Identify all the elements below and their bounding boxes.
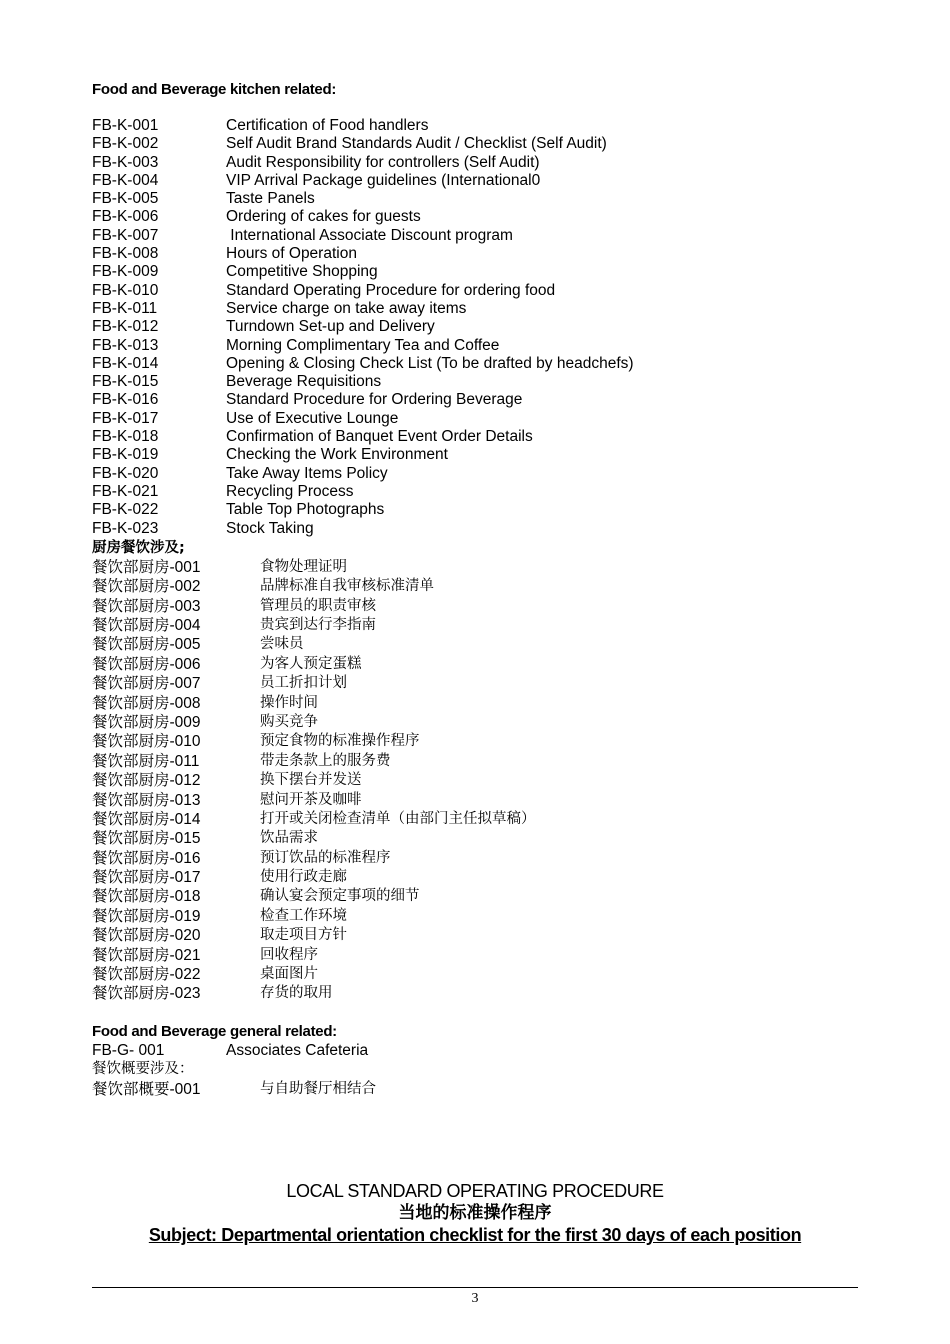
item-code: FB-K-016 xyxy=(92,391,159,409)
item-code: FB-K-018 xyxy=(92,428,159,446)
item-title: Certification of Food handlers xyxy=(226,117,429,134)
item-title: Ordering of cakes for guests xyxy=(226,208,421,226)
list-item xyxy=(92,829,858,848)
list-item xyxy=(92,428,858,446)
list-item xyxy=(92,984,858,1003)
list-item xyxy=(92,501,858,519)
item-title: 桌面图片 xyxy=(260,966,318,983)
item-title: Recycling Process xyxy=(226,482,354,500)
item-code: FB-K-013 xyxy=(92,336,159,354)
item-code: 餐饮部厨房-008 xyxy=(92,694,201,712)
list-item xyxy=(92,135,858,153)
list-item xyxy=(92,227,858,245)
item-title: 与自助餐厅相结合 xyxy=(260,1080,376,1097)
item-code: 餐饮部厨房-001 xyxy=(92,558,201,576)
item-title: Associates Cafeteria xyxy=(226,1041,369,1059)
list-item xyxy=(92,771,858,790)
item-title: Take Away Items Policy xyxy=(226,464,388,482)
item-title: 慰问开茶及咖啡 xyxy=(260,791,362,808)
item-title: Service charge on take away items xyxy=(226,299,467,317)
item-code: FB-K-008 xyxy=(92,245,159,263)
item-code: 餐饮部厨房-007 xyxy=(92,675,201,693)
item-code: FB-K-010 xyxy=(92,281,159,299)
kitchen-list xyxy=(92,117,858,538)
item-title: Morning Complimentary Tea and Coffee xyxy=(226,336,500,354)
item-title: Beverage Requisitions xyxy=(226,373,382,391)
item-title: 尝味员 xyxy=(260,636,304,653)
list-item xyxy=(92,337,858,355)
list-item xyxy=(92,520,858,538)
item-code: 餐饮部厨房-010 xyxy=(92,733,201,751)
item-code: FB-K-014 xyxy=(92,354,159,372)
list-item xyxy=(92,868,858,887)
item-title: 预定食物的标准操作程序 xyxy=(260,733,420,750)
item-title: Standard Operating Procedure for ordering food xyxy=(226,281,556,299)
item-code: FB-K-012 xyxy=(92,318,159,336)
list-item xyxy=(92,616,858,635)
list-item xyxy=(92,810,858,829)
item-title: 预订饮品的标准程序 xyxy=(260,849,391,866)
item-title: 饮品需求 xyxy=(260,830,318,847)
item-title: 操作时间 xyxy=(260,694,318,711)
item-title: 确认宴会预定事项的细节 xyxy=(260,888,420,905)
item-code: FB-K-011 xyxy=(92,299,158,317)
item-title: Checking the Work Environment xyxy=(226,446,448,464)
item-title: 购买竞争 xyxy=(260,713,318,730)
item-code: FB-K-007 xyxy=(92,226,159,244)
list-item xyxy=(92,732,858,751)
item-code: FB-K-009 xyxy=(92,263,159,281)
item-title: International Associate Discount program xyxy=(226,226,513,244)
item-code: FB-K-006 xyxy=(92,208,159,226)
item-code: 餐饮部厨房-011 xyxy=(92,752,200,770)
item-title: 为客人预定蛋糕 xyxy=(260,655,362,672)
item-code: 餐饮部厨房-009 xyxy=(92,713,201,731)
list-item xyxy=(92,694,858,713)
footer-title-block xyxy=(0,1180,950,1246)
item-code: FB-K-003 xyxy=(92,153,159,171)
item-title: Opening & Closing Check List (To be drafted by headchefs) xyxy=(226,354,634,372)
item-code: FB-K-017 xyxy=(92,409,159,427)
item-title: Table Top Photographs xyxy=(226,501,385,519)
sop-title-zh: 当地的标准操作程序 xyxy=(398,1203,552,1223)
document-body xyxy=(92,80,858,1099)
page-number: 3 xyxy=(471,1291,479,1306)
item-code: FB-K-020 xyxy=(92,464,159,482)
item-title: 员工折扣计划 xyxy=(260,675,347,692)
list-item xyxy=(92,446,858,464)
item-code: 餐饮部厨房-018 xyxy=(92,888,201,906)
item-code: 餐饮部厨房-021 xyxy=(92,946,201,964)
item-title: Self Audit Brand Standards Audit / Checklist (Self Audit) xyxy=(226,135,607,153)
list-item xyxy=(92,577,858,596)
list-item xyxy=(92,558,858,577)
sop-subject: Subject: Departmental orientation checklist for the first 30 days of each position xyxy=(148,1225,802,1245)
item-title: 管理员的职责审核 xyxy=(260,597,376,614)
item-title: Turndown Set-up and Delivery xyxy=(226,318,435,336)
item-title: Use of Executive Lounge xyxy=(226,409,399,427)
item-code: 餐饮部厨房-002 xyxy=(92,578,201,596)
list-item xyxy=(92,282,858,300)
item-code: FB-K-001 xyxy=(92,117,159,134)
list-item xyxy=(92,713,858,732)
list-item xyxy=(92,154,858,172)
list-item xyxy=(92,791,858,810)
kitchen-list-zh xyxy=(92,558,858,1004)
list-item xyxy=(92,355,858,373)
item-title: VIP Arrival Package guidelines (International0 xyxy=(226,171,541,189)
list-item xyxy=(92,300,858,318)
item-code: 餐饮部厨房-006 xyxy=(92,655,201,673)
list-item xyxy=(92,635,858,654)
general-item xyxy=(92,1042,858,1060)
list-item xyxy=(92,190,858,208)
list-item xyxy=(92,907,858,926)
item-title: Standard Procedure for Ordering Beverage xyxy=(226,391,523,409)
general-heading-zh xyxy=(92,1060,858,1079)
item-code: FB-K-005 xyxy=(92,190,159,208)
item-title: Audit Responsibility for controllers (Self Audit) xyxy=(226,153,540,171)
list-item xyxy=(92,245,858,263)
item-title: Stock Taking xyxy=(226,519,314,537)
item-title: 取走项目方针 xyxy=(260,927,347,944)
list-item xyxy=(92,172,858,190)
list-item xyxy=(92,391,858,409)
list-item xyxy=(92,926,858,945)
list-item xyxy=(92,965,858,984)
list-item xyxy=(92,208,858,226)
list-item xyxy=(92,887,858,906)
item-title: Competitive Shopping xyxy=(226,263,378,281)
list-item xyxy=(92,483,858,501)
kitchen-heading: Food and Beverage kitchen related: xyxy=(92,81,337,98)
item-code: FB-K-021 xyxy=(92,482,159,500)
item-code: 餐饮部厨房-017 xyxy=(92,869,201,887)
kitchen-heading-zh: 厨房餐饮涉及; xyxy=(92,539,185,556)
item-code: FB-K-004 xyxy=(92,171,159,189)
item-code: FB-K-002 xyxy=(92,135,159,153)
general-heading: Food and Beverage general related: xyxy=(92,1022,337,1040)
list-item xyxy=(92,318,858,336)
item-title: 存货的取用 xyxy=(260,985,333,1002)
item-code: 餐饮部厨房-020 xyxy=(92,927,201,945)
list-item xyxy=(92,752,858,771)
sop-title: LOCAL STANDARD OPERATING PROCEDURE xyxy=(286,1181,664,1201)
item-code: 餐饮部厨房-014 xyxy=(92,810,201,828)
item-code: 餐饮部厨房-004 xyxy=(92,617,201,634)
footer-divider xyxy=(92,1287,858,1288)
item-title: Confirmation of Banquet Event Order Details xyxy=(226,428,533,446)
list-item xyxy=(92,655,858,674)
item-code: 餐饮部厨房-013 xyxy=(92,791,201,809)
item-code: 餐饮部厨房-003 xyxy=(92,597,201,615)
item-title: Hours of Operation xyxy=(226,245,357,263)
item-code: FB-K-022 xyxy=(92,501,159,519)
item-code: 餐饮部概要-001 xyxy=(92,1080,201,1098)
item-code: FB-K-015 xyxy=(92,373,159,391)
item-title: 换下摆台并发送 xyxy=(260,772,362,789)
item-title: 检查工作环境 xyxy=(260,907,347,924)
item-code: FB-K-019 xyxy=(92,446,159,464)
item-code: 餐饮部厨房-019 xyxy=(92,907,201,925)
list-item xyxy=(92,597,858,616)
item-code: 餐饮部厨房-005 xyxy=(92,636,201,654)
item-title: Taste Panels xyxy=(226,190,315,208)
item-code: 餐饮部厨房-016 xyxy=(92,849,201,867)
item-title: 品牌标准自我审核标准清单 xyxy=(260,578,434,595)
list-item xyxy=(92,263,858,281)
general-heading-zh-text: 餐饮概要涉及： xyxy=(92,1061,194,1078)
item-title: 回收程序 xyxy=(260,946,318,963)
list-item xyxy=(92,946,858,965)
item-code: FB-K-023 xyxy=(92,519,159,537)
item-code: 餐饮部厨房-015 xyxy=(92,830,201,848)
item-code: 餐饮部厨房-023 xyxy=(92,985,201,1003)
list-item xyxy=(92,674,858,693)
list-item xyxy=(92,410,858,428)
item-title: 带走条款上的服务费 xyxy=(260,752,391,769)
item-code: 餐饮部厨房-022 xyxy=(92,966,201,984)
item-title: 打开或关闭检查清单（由部门主任拟草稿） xyxy=(260,810,536,827)
item-title: 使用行政走廊 xyxy=(260,869,347,886)
item-title: 贵宾到达行李指南 xyxy=(260,617,376,633)
item-code: 餐饮部厨房-012 xyxy=(92,772,201,790)
list-item xyxy=(92,465,858,483)
list-item xyxy=(92,373,858,391)
general-item-zh xyxy=(92,1080,858,1099)
list-item xyxy=(92,849,858,868)
item-code: FB-G- 001 xyxy=(92,1041,165,1059)
item-title: 食物处理证明 xyxy=(260,558,347,575)
list-item xyxy=(92,117,858,135)
